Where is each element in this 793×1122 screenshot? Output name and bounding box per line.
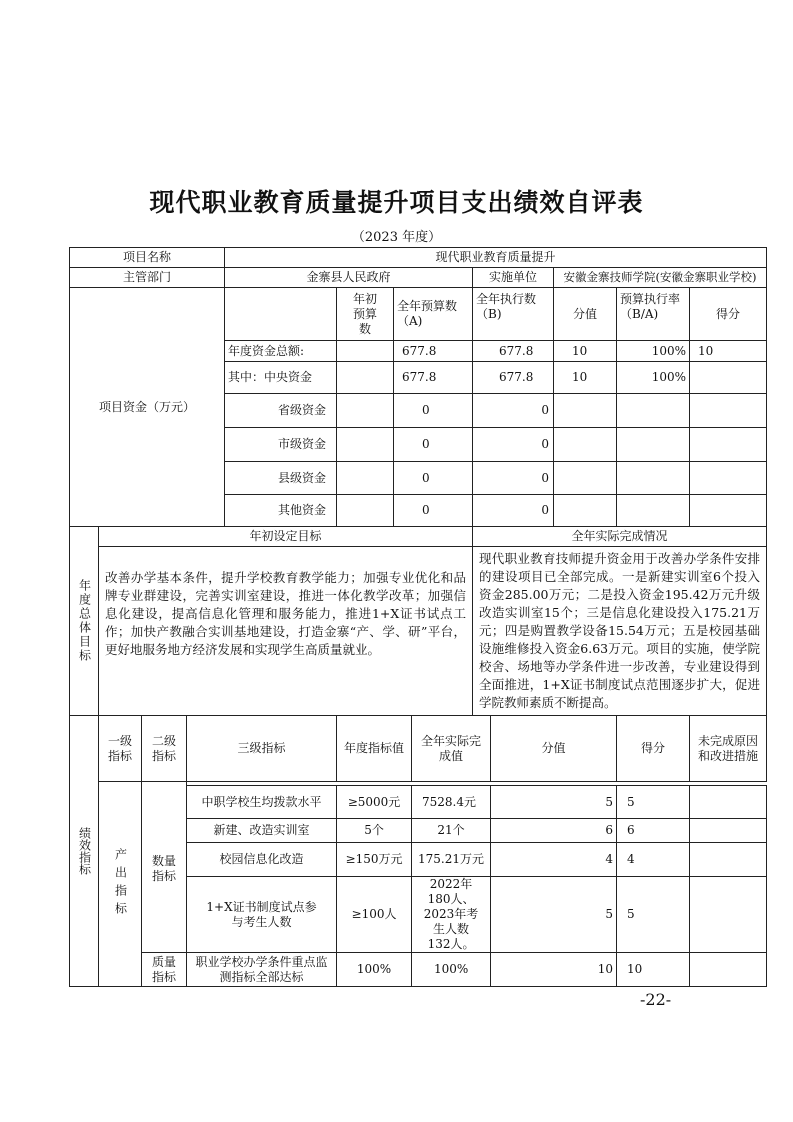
goals-label: 年度总体目标 bbox=[77, 579, 92, 663]
funds-row-rate: 100% bbox=[617, 362, 690, 394]
goals-actual-text: 现代职业教育技师提升资金用于改善办学条件安排的建设项目已全部完成。一是新建实训室6个投入资金285.00万元；二是投入资金195.42万元升级改造实训室15个；三是信息化建设投入175.21万元；四是购置教学设备15.54万元；五是校园基础设施维修投入资金6.63万元。项目的实施，使学院校舍、场地等办学条件进一步改善，专业建设得到全面推进，1+X证书制度试点范围逐步扩大，促进学院教师素质不断提高。 bbox=[473, 547, 767, 716]
funds-row-score bbox=[554, 394, 617, 428]
funds-row-got bbox=[690, 362, 767, 394]
funds-row-rate bbox=[617, 462, 690, 495]
funds-row-score bbox=[554, 495, 617, 527]
funds-row-got bbox=[690, 394, 767, 428]
ind-row-reason bbox=[690, 877, 767, 953]
goals-actual-header: 全年实际完成情况 bbox=[473, 527, 767, 547]
funds-row-rate bbox=[617, 495, 690, 527]
ind-row-reason bbox=[690, 953, 767, 987]
department-row bbox=[70, 268, 767, 288]
unit-value: 安徽金寨技师学院(安徽金寨职业学校) bbox=[554, 268, 767, 288]
funds-row-got: 10 bbox=[690, 341, 767, 362]
funds-name-header bbox=[225, 288, 337, 341]
ind-row-actual: 7528.4元 bbox=[412, 786, 491, 819]
funds-row-got bbox=[690, 495, 767, 527]
funds-row-executed: 0 bbox=[473, 428, 554, 462]
ind-quality-label: 质量指标 bbox=[142, 953, 187, 987]
funds-row-score bbox=[554, 428, 617, 462]
unit-label: 实施单位 bbox=[473, 268, 554, 288]
indicator-row bbox=[70, 953, 767, 987]
dept-value: 金寨县人民政府 bbox=[225, 268, 473, 288]
funds-row-name: 其他资金 bbox=[225, 495, 337, 527]
ind-level1-cell bbox=[99, 782, 142, 987]
page-subtitle: （2023 年度） bbox=[351, 230, 442, 245]
goals-initial-text: 改善办学基本条件，提升学校教育教学能力；加强专业优化和品牌专业群建设，完善实训室建设，推进一体化教学改革；加强信息化建设，提高信息化管理和服务能力，推进1+X证书试点工作；加快产教融合实训基地建设，打造金寨“产、学、研”平台，更好地服务地方经济发展和实现学生高质量就业。 bbox=[99, 547, 473, 716]
goals-header-row bbox=[70, 527, 767, 547]
indicators-label-cell bbox=[70, 716, 99, 987]
goals-content-row bbox=[70, 547, 767, 716]
dept-label: 主管部门 bbox=[70, 268, 225, 288]
self-evaluation-table bbox=[69, 247, 767, 987]
ind-row-name: 职业学校办学条件重点监测指标全部达标 bbox=[187, 953, 337, 987]
indicators-label: 绩效指标 bbox=[77, 827, 92, 875]
funds-header-executed: 全年执行数（B) bbox=[473, 288, 554, 341]
funds-row-initial bbox=[337, 394, 394, 428]
ind-row-name: 1+X证书制度试点参与考生人数 bbox=[187, 877, 337, 953]
funds-row-got bbox=[690, 462, 767, 495]
ind-row-score: 10 bbox=[491, 953, 617, 987]
ind-row-actual: 100% bbox=[412, 953, 491, 987]
ind-row-name: 新建、改造实训室 bbox=[187, 819, 337, 843]
ind-header-reason: 未完成原因和改进措施 bbox=[690, 716, 767, 782]
funds-row-annual: 0 bbox=[394, 428, 473, 462]
ind-header-actual: 全年实际完成值 bbox=[412, 716, 491, 782]
funds-header-rate: 预算执行率（B/A) bbox=[617, 288, 690, 341]
funds-row-score: 10 bbox=[554, 341, 617, 362]
funds-row-name: 县级资金 bbox=[225, 462, 337, 495]
ind-header-score: 分值 bbox=[491, 716, 617, 782]
ind-row-got: 5 bbox=[617, 786, 690, 819]
ind-row-target: ≥100人 bbox=[337, 877, 412, 953]
goals-label-cell bbox=[70, 527, 99, 716]
funds-header-annual: 全年预算数（A) bbox=[394, 288, 473, 341]
ind-row-actual: 2022年180人、2023年考生人数132人。 bbox=[412, 877, 491, 953]
indicator-row bbox=[70, 786, 767, 819]
ind-row-reason bbox=[690, 843, 767, 877]
ind-header-level1: 一级指标 bbox=[99, 716, 142, 782]
funds-row-executed: 0 bbox=[473, 462, 554, 495]
project-name-value: 现代职业教育质量提升 bbox=[225, 248, 767, 268]
ind-row-reason bbox=[690, 786, 767, 819]
funds-row-rate bbox=[617, 428, 690, 462]
funds-row-executed: 0 bbox=[473, 394, 554, 428]
funds-row-annual: 677.8 bbox=[394, 362, 473, 394]
funds-label: 项目资金（万元） bbox=[70, 288, 225, 527]
funds-header-score: 分值 bbox=[554, 288, 617, 341]
ind-header-level2: 二级指标 bbox=[142, 716, 187, 782]
ind-row-target: 5个 bbox=[337, 819, 412, 843]
funds-row-executed: 677.8 bbox=[473, 341, 554, 362]
goals-initial-header: 年初设定目标 bbox=[99, 527, 473, 547]
ind-row-actual: 175.21万元 bbox=[412, 843, 491, 877]
page-title: 现代职业教育质量提升项目支出绩效自评表 bbox=[149, 188, 644, 217]
ind-quantity-label: 数量指标 bbox=[142, 786, 187, 953]
funds-row-initial bbox=[337, 495, 394, 527]
funds-row-got bbox=[690, 428, 767, 462]
funds-row-annual: 0 bbox=[394, 495, 473, 527]
indicators-header-row bbox=[70, 716, 767, 782]
funds-header-row bbox=[70, 288, 767, 341]
funds-row-initial bbox=[337, 462, 394, 495]
funds-row-score bbox=[554, 462, 617, 495]
project-name-label: 项目名称 bbox=[70, 248, 225, 268]
ind-row-name: 校园信息化改造 bbox=[187, 843, 337, 877]
ind-row-got: 4 bbox=[617, 843, 690, 877]
ind-header-got: 得分 bbox=[617, 716, 690, 782]
ind-row-score: 5 bbox=[491, 786, 617, 819]
ind-row-target: 100% bbox=[337, 953, 412, 987]
funds-row-annual: 677.8 bbox=[394, 341, 473, 362]
ind-row-score: 5 bbox=[491, 877, 617, 953]
ind-row-got: 10 bbox=[617, 953, 690, 987]
ind-row-name: 中职学校生均拨款水平 bbox=[187, 786, 337, 819]
funds-row-executed: 0 bbox=[473, 495, 554, 527]
funds-row-initial bbox=[337, 428, 394, 462]
ind-row-score: 6 bbox=[491, 819, 617, 843]
funds-row-initial bbox=[337, 341, 394, 362]
funds-row-initial bbox=[337, 362, 394, 394]
funds-row-score: 10 bbox=[554, 362, 617, 394]
funds-row-rate: 100% bbox=[617, 341, 690, 362]
ind-row-score: 4 bbox=[491, 843, 617, 877]
funds-row-rate bbox=[617, 394, 690, 428]
funds-row-name: 省级资金 bbox=[225, 394, 337, 428]
funds-row-annual: 0 bbox=[394, 394, 473, 428]
project-name-row bbox=[70, 248, 767, 268]
ind-level1-label: 产出指标 bbox=[113, 848, 128, 920]
ind-row-got: 6 bbox=[617, 819, 690, 843]
ind-row-actual: 21个 bbox=[412, 819, 491, 843]
ind-header-target: 年度指标值 bbox=[337, 716, 412, 782]
funds-row-executed: 677.8 bbox=[473, 362, 554, 394]
ind-row-reason bbox=[690, 819, 767, 843]
ind-row-got: 5 bbox=[617, 877, 690, 953]
funds-header-initial: 年初预算数 bbox=[337, 288, 394, 341]
ind-header-level3: 三级指标 bbox=[187, 716, 337, 782]
funds-header-got: 得分 bbox=[690, 288, 767, 341]
ind-row-target: ≥150万元 bbox=[337, 843, 412, 877]
funds-row-annual: 0 bbox=[394, 462, 473, 495]
page-number: -22- bbox=[640, 990, 672, 1009]
funds-row-name: 年度资金总额: bbox=[225, 341, 337, 362]
ind-row-target: ≥5000元 bbox=[337, 786, 412, 819]
funds-row-name: 其中：中央资金 bbox=[225, 362, 337, 394]
funds-row-name: 市级资金 bbox=[225, 428, 337, 462]
